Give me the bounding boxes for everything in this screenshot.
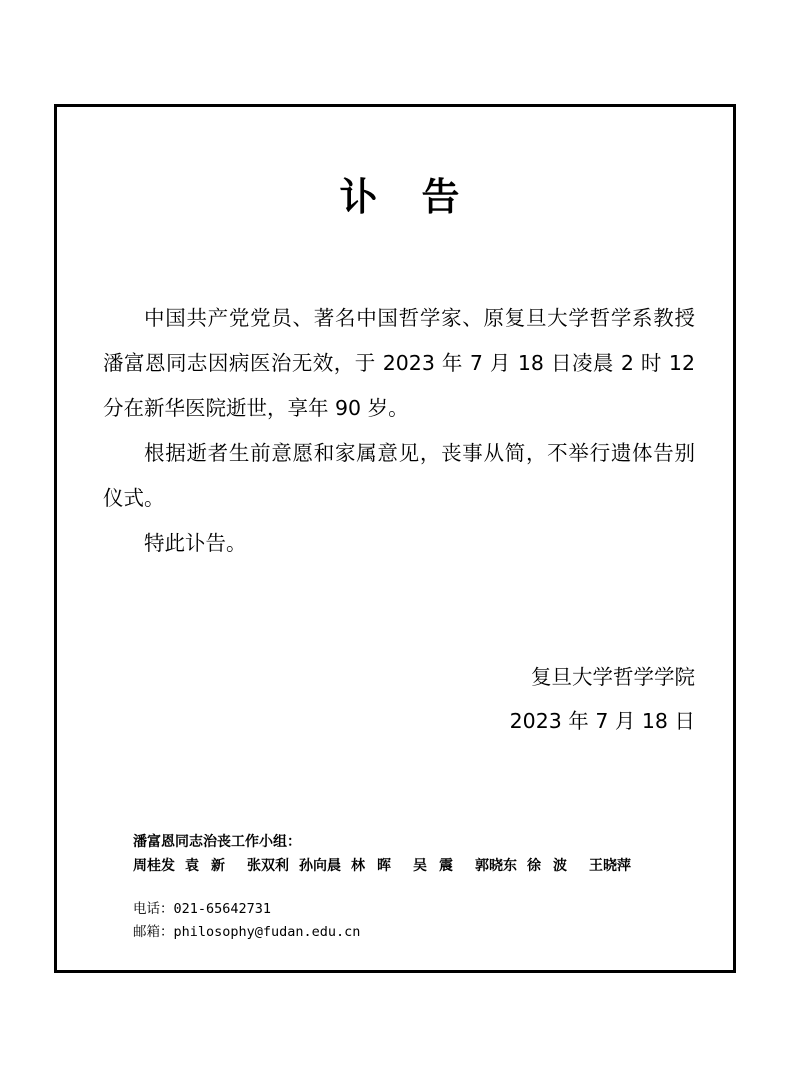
committee-member: 袁新: [185, 858, 237, 874]
committee-member: 林晖: [351, 858, 403, 874]
paragraph-announcement: 中国共产党党员、著名中国哲学家、原复旦大学哲学系教授潘富恩同志因病医治无效，于 2023 年 7 月 18 日凌晨 2 时 12 分在新华医院逝世，享年 90 岁。: [103, 306, 695, 420]
notice-body: [103, 296, 695, 566]
committee-heading: 潘富恩同志治丧工作小组：: [133, 834, 301, 850]
committee-members: [133, 854, 723, 878]
paragraph-closing: 特此讣告。: [144, 531, 247, 555]
signature-organization: 复旦大学哲学学院: [531, 665, 695, 689]
signature-block: [395, 655, 695, 743]
contact-block: [133, 898, 360, 944]
committee-member: 郭晓东: [475, 858, 517, 874]
committee-member: 周桂发: [133, 858, 175, 874]
committee-member: 王晓萍: [589, 858, 631, 874]
phone-label: 电话：: [133, 901, 174, 917]
phone-number: 021-65642731: [173, 901, 272, 917]
committee-block: [133, 830, 723, 878]
committee-member: 吴震: [413, 858, 465, 874]
committee-member: 徐波: [527, 858, 579, 874]
email-address: philosophy@fudan.edu.cn: [173, 924, 361, 940]
committee-member: 张双利: [247, 858, 289, 874]
contact-phone-line: [133, 898, 360, 921]
contact-email-line: [133, 921, 360, 944]
signature-date: 2023 年 7 月 18 日: [509, 709, 695, 733]
committee-member: 孙向晨: [299, 858, 341, 874]
notice-title: 讣告: [339, 175, 504, 219]
paragraph-arrangements: 根据逝者生前意愿和家属意见，丧事从简，不举行遗体告别仪式。: [103, 441, 695, 510]
email-label: 邮箱：: [133, 924, 174, 940]
